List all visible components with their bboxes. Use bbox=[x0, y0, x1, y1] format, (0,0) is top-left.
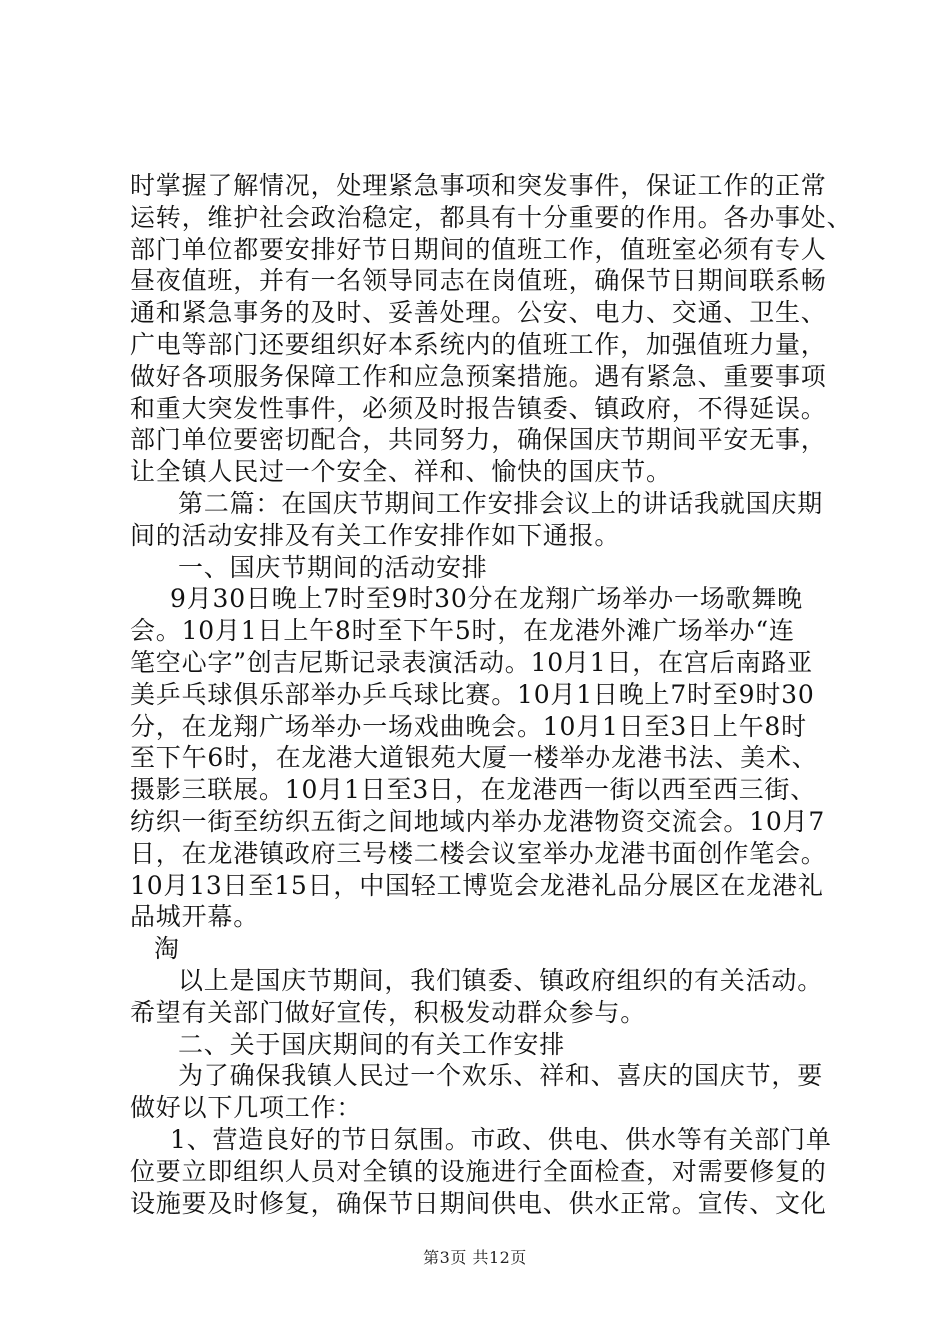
text-line: 分，在龙翔广场举办一场戏曲晚会。10月1日至3日上午8时 bbox=[130, 711, 807, 741]
text-line: 9月30日晚上7时至9时30分在龙翔广场举办一场歌舞晚 bbox=[170, 584, 803, 614]
document-body bbox=[130, 170, 853, 1219]
text-line: 以上是国庆节期间，我们镇委、镇政府组织的有关活动。 bbox=[178, 965, 824, 995]
page-number-footer: 第3页 共12页 bbox=[423, 1248, 527, 1267]
text-line: 位要立即组织人员对全镇的设施进行全面检查，对需要修复的 bbox=[130, 1156, 827, 1186]
text-line: 做好各项服务保障工作和应急预案措施。遇有紧急、重要事项 bbox=[130, 361, 827, 391]
text-line: 让全镇人民过一个安全、祥和、愉快的国庆节。 bbox=[130, 457, 672, 487]
stray-character-line: 淘 bbox=[154, 934, 180, 964]
text-line: 笔空心字”创吉尼斯记录表演活动。10月1日，在宫后南路亚 bbox=[130, 647, 813, 677]
text-line: 昼夜值班，并有一名领导同志在岗值班，确保节日期间联系畅 bbox=[130, 266, 827, 296]
text-line: 部门单位要密切配合，共同努力，确保国庆节期间平安无事， bbox=[130, 425, 827, 455]
text-line: 间的活动安排及有关工作安排作如下通报。 bbox=[130, 520, 621, 550]
text-line: 做好以下几项工作： bbox=[130, 1093, 363, 1123]
text-line: 为了确保我镇人民过一个欢乐、祥和、喜庆的国庆节，要 bbox=[178, 1061, 824, 1091]
text-line: 日，在龙港镇政府三号楼二楼会议室举办龙港书面创作笔会。 bbox=[130, 838, 827, 868]
text-line: 和重大突发性事件，必须及时报告镇委、镇政府，不得延误。 bbox=[130, 393, 827, 423]
text-line: 设施要及时修复，确保节日期间供电、供水正常。宣传、文化 bbox=[130, 1188, 827, 1218]
section-heading-line: 第二篇：在国庆节期间工作安排会议上的讲话我就国庆期 bbox=[178, 488, 824, 518]
text-line: 品城开幕。 bbox=[130, 902, 260, 932]
text-line: 广电等部门还要组织好本系统内的值班工作，加强值班力量， bbox=[130, 329, 827, 359]
text-line: 会。10月1日上午8时至下午5时，在龙港外滩广场举办“连 bbox=[130, 616, 795, 646]
text-line: 美乒乓球俱乐部举办乒乓球比赛。10月1日晚上7时至9时30 bbox=[130, 679, 815, 709]
subheading-work-arrangements: 二、关于国庆期间的有关工作安排 bbox=[178, 1029, 566, 1059]
text-line: 至下午6时，在龙港大道银苑大厦一楼举办龙港书法、美术、 bbox=[130, 743, 818, 773]
subheading-activities: 一、国庆节期间的活动安排 bbox=[178, 552, 488, 582]
text-line: 时掌握了解情况，处理紧急事项和突发事件，保证工作的正常 bbox=[130, 171, 827, 200]
text-line: 通和紧急事务的及时、妥善处理。公安、电力、交通、卫生、 bbox=[130, 298, 827, 328]
text-line: 运转，维护社会政治稳定，都具有十分重要的作用。各办事处、 bbox=[130, 202, 853, 232]
text-line: 摄影三联展。10月1日至3日，在龙港西一街以西至西三街、 bbox=[130, 775, 817, 805]
text-line: 10月13日至15日，中国轻工博览会龙港礼品分展区在龙港礼 bbox=[130, 870, 824, 900]
text-line: 纺织一街至纺织五街之间地域内举办龙港物资交流会。10月7 bbox=[130, 806, 826, 836]
text-line: 1、营造良好的节日氛围。市政、供电、供水等有关部门单 bbox=[170, 1124, 832, 1154]
text-line: 部门单位都要安排好节日期间的值班工作，值班室必须有专人 bbox=[130, 234, 827, 264]
text-line: 希望有关部门做好宣传，积极发动群众参与。 bbox=[130, 997, 647, 1027]
